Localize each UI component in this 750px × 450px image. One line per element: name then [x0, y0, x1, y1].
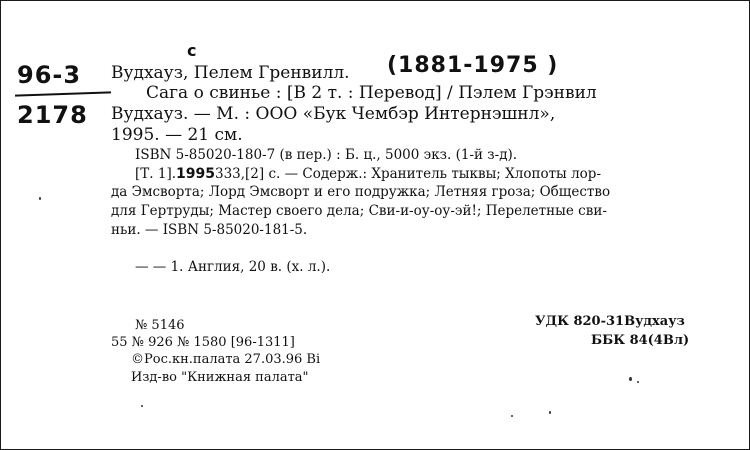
registry-numbers: 55 № 926 № 1580 [96-1311] [111, 335, 295, 350]
correction-letter: c [187, 41, 198, 60]
entry-title-line2: Вудхауз. — М. : ООО «Бук Чембэр Интернэшнл», [111, 104, 556, 124]
card-number: № 5146 [135, 318, 185, 333]
publisher-line: Изд-во "Книжная палата" [131, 370, 309, 385]
contents-pages: 333,[2] с. — Содерж.: Хранитель тыквы; Хлопоты лор- [214, 166, 601, 182]
contents-volume: [Т. 1]. [135, 166, 177, 182]
udk-code: УДК 820-31Вудхауз [535, 314, 685, 329]
scan-speck [141, 405, 143, 407]
year-overwrite: 1995 [176, 166, 215, 182]
author-years: (1881-1975 ) [387, 53, 559, 78]
scan-speck [39, 197, 41, 200]
subject-line: — — 1. Англия, 20 в. (х. л.). [135, 259, 331, 275]
entry-heading: Вудхауз, Пелем Гренвилл. [111, 63, 350, 83]
scan-speck [549, 411, 551, 414]
bbk-code: ББК 84(4Вл) [591, 333, 690, 348]
scan-speck [511, 415, 513, 417]
entry-title-line1: Сага о свинье : [В 2 т. : Перевод] / Пэлем Грэнвил [146, 83, 597, 103]
contents-line1 [135, 167, 601, 182]
book-chamber-stamp: ©Рос.кн.палата 27.03.96 Bi [131, 352, 321, 367]
contents-line2: да Эмсворта; Лорд Эмсворт и его подружка; Летняя гроза; Общество [111, 184, 611, 200]
shelf-mark-bottom: 2178 [17, 101, 88, 129]
shelf-mark-top: 96-3 [17, 61, 82, 89]
shelf-mark-divider [15, 91, 111, 96]
contents-line3: для Гертруды; Мастер своего дела; Сви-и-оу-оу-эй!; Перелетные сви- [111, 203, 607, 219]
entry-title-line3: 1995. — 21 см. [111, 125, 243, 145]
scan-speck [637, 381, 639, 383]
scan-speck [629, 377, 632, 381]
contents-line4: ньи. — ISBN 5-85020-181-5. [111, 222, 308, 238]
isbn-line: ISBN 5-85020-180-7 (в пер.) : Б. ц., 5000 экз. (1-й з-д). [135, 147, 518, 163]
